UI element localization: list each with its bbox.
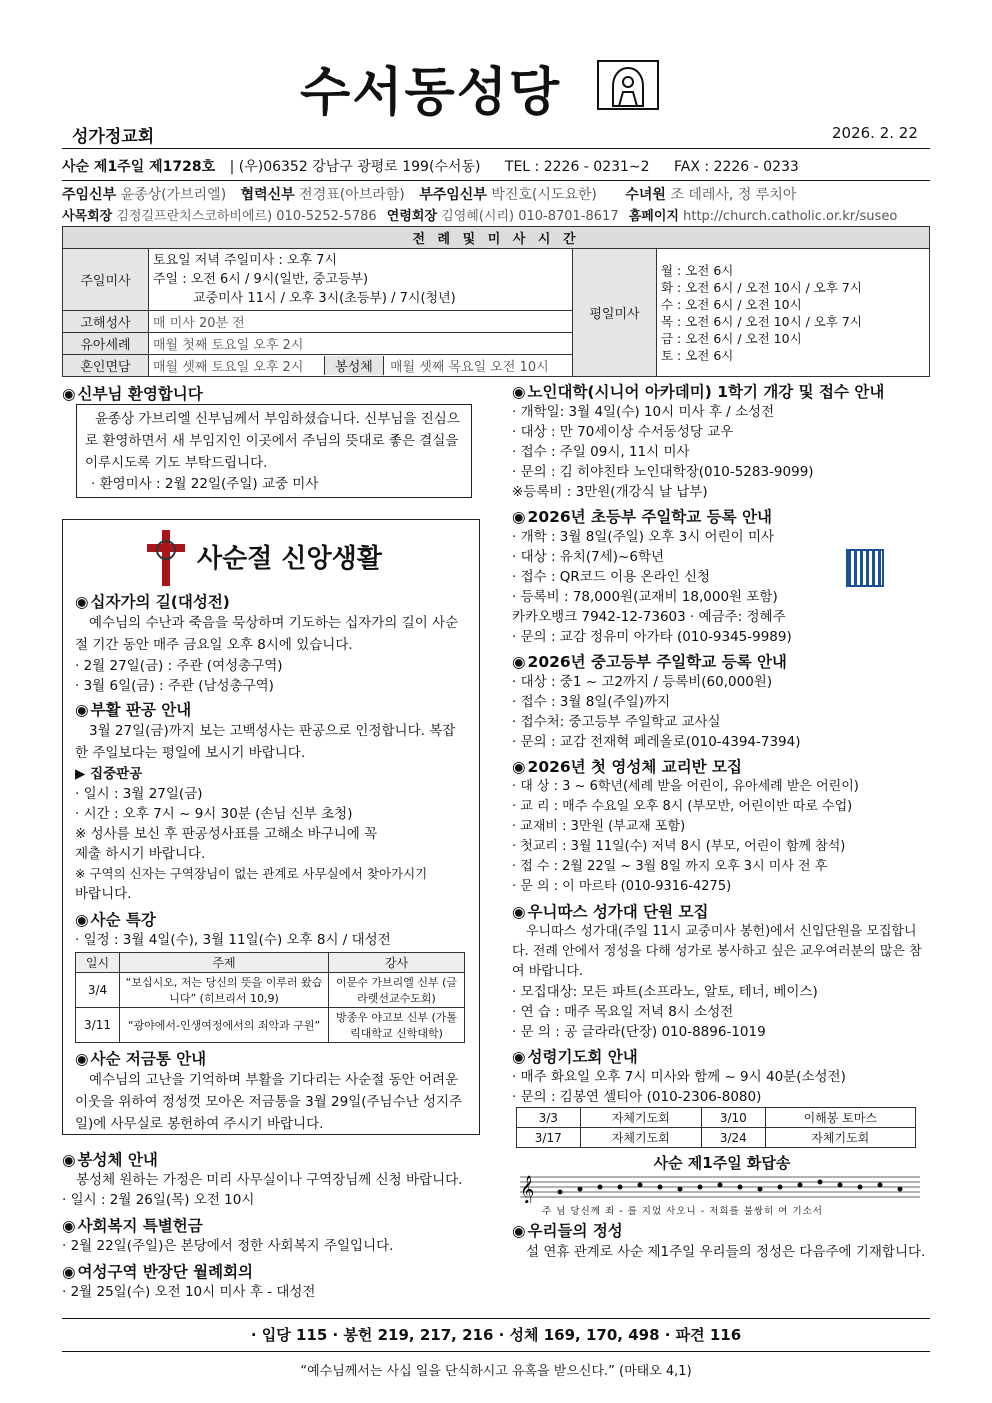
way-title: ◉ 십자가의 길(대성전) [75,590,467,612]
assistant-priest: 박진호(시도요한) [491,187,597,203]
welcome-box [76,404,472,498]
lecture-table [75,952,465,1043]
marriage-time: 매월 셋째 토요일 오후 2시 [153,360,304,375]
middle-item: · 접수처: 중고등부 주일학교 교사실 [512,714,721,730]
lecture-title: ◉ 사순 특강 [75,908,467,930]
psalm-lyrics: 주 님 당신께 죄 - 를 지었 사오니 - 저희를 불쌍히 여 기소서 [542,1206,823,1217]
welcome-body: 윤종상 가브리엘 신부님께서 부임하셨습니다. 신부님을 진심으로 환영하면서 새 부임지인 이곳에서 주님의 뜻대로 좋은 결실을 이루시도록 기도 부탁드립니다. [85,411,460,471]
adoration-time: 매월 셋째 목요일 오전 10시 [390,360,549,375]
intensive-item: · 일시 : 3월 27일(금) [75,786,203,802]
info-line-staff [62,184,796,204]
issue-number: 사순 제1주일 제1728호 [62,159,216,175]
lecture-cell: 이문수 가브리엘 신부 (글라렛선교수도회) [329,973,465,1008]
federation: 김영혜(시리) 010-8701-8617 [441,209,619,224]
mass-schedule-table [62,226,930,377]
confession-title: ◉ 부활 판공 안내 [75,698,467,720]
lecture-head: 일시 [76,953,120,973]
spirit-cell: 3/17 [517,1128,581,1148]
weekday-tue: 화 : 오전 6시 / 오전 10시 / 오후 7시 [661,279,862,295]
tel: TEL : 2226 - 0231∼2 [504,159,650,175]
confession-body: 3월 27일(금)까지 보는 고백성사는 판공으로 인정합니다. 복잡한 주일보다는 평일에 보시기 바랍니다. [75,723,456,761]
adoration-label: 봉성체 [324,356,384,375]
sunday-mass-label: 주일미사 [63,249,149,311]
spirit-cell: 자체기도회 [765,1128,915,1148]
weekday-mon: 월 : 오전 6시 [661,262,734,278]
women-title: ◉ 여성구역 반장단 월례회의 [62,1260,482,1282]
way-item: · 2월 27일(금) : 주관 (여성총구역) [75,658,283,674]
marriage-row [149,355,573,377]
intensive-item: 바랍니다. [75,886,132,902]
pastor: 윤종상(가브리엘) [120,187,227,203]
spirit-cell: 3/24 [702,1128,766,1148]
lecture-info: · 일정 : 3월 4일(수), 3월 11일(수) 오후 8시 / 대성전 [75,932,391,948]
intensive-item: ※ 성사를 보신 후 판공성사표를 고해소 바구니에 꼭 [75,826,378,842]
welcome-title: ◉ 신부님 환영합니다 [62,382,482,404]
welfare-body: · 2월 22일(주일)은 본당에서 정한 사회복지 주일입니다. [62,1238,394,1254]
lecture-cell: “보십시오, 저는 당신의 뜻을 이루러 왔습니다” (히브리서 10,9) [120,973,329,1008]
confession-time: 매 미사 20분 전 [149,311,573,333]
music-staff-icon [520,1173,920,1203]
lent-header [75,528,467,590]
firstcomm-item: · 교 리 : 매주 수요일 오후 8시 (부모반, 어린이반 따로 수업) [512,799,853,814]
firstcomm-item: · 접 수 : 2월 22일 ~ 3월 8일 까지 오후 3시 미사 전 후 [512,859,828,874]
elder-item: · 문의 : 김 히야친타 노인대학장(010-5283-9099) [512,464,814,480]
elem-item: · 등록비 : 78,000원(교재비 18,000원 포함) [512,589,778,605]
sunday-line-1: 토요일 저녁 주일미사 : 오후 7시 [153,253,338,268]
elem-item: · 대상 : 유치(7세)~6학년 [512,549,665,565]
sunday-line-3: 교중미사 11시 / 오후 3시(초등부) / 7시(청년) [193,291,456,306]
bible-quote: “예수님께서는 사십 일을 단식하시고 유혹을 받으신다.” (마태오 4,1) [300,1364,692,1379]
spirit-table [516,1107,916,1148]
mass-table-heading: 전 례 및 미 사 시 간 [63,227,930,249]
welfare-title: ◉ 사회복지 특별헌금 [62,1214,482,1236]
lent-box [62,519,480,1135]
lecture-head: 주제 [120,953,329,973]
council: 김정길프란치스코하비에르) 010-5252-5786 [116,209,377,224]
communion-body: 봉성체 원하는 가정은 미리 사무실이나 구역장님께 신청 바랍니다. [76,1172,463,1188]
sunday-line-2: 주일 : 오전 6시 / 9시(일반, 중고등부) [153,272,369,287]
elem-item: 카카오뱅크 7942-12-73603 · 예금주: 정혜주 [512,609,786,625]
firstcomm-item: · 교재비 : 3만원 (부교재 포함) [512,819,686,834]
intensive-item: ※ 구역의 신자는 구역장님이 없는 관계로 사무실에서 찾아가시기 [75,866,428,881]
address: | (우)06352 강남구 광평로 199(수서동) [229,159,481,175]
intensive-item: 제출 하시기 바랍니다. [75,846,206,862]
info-line-issue [62,156,799,176]
middle-item: · 문의 : 교감 전재혁 페레올로(010-4394-7394) [512,734,801,750]
welcome-mass: · 환영미사 : 2월 22일(주일) 교중 미사 [91,476,319,492]
intensive-title: ▶ 집중판공 [75,766,143,782]
choir-body: 우니따스 성가대(주일 11시 교중미사 봉헌)에서 신입단원을 모집합니다. 전례 안에서 정성을 다해 성가로 봉사하고 싶은 교우여러분의 많은 참여 바랍니다. [512,924,922,979]
spirit-cell: 자체기도회 [580,1108,702,1128]
homepage-link[interactable]: http://church.catholic.or.kr/suseo [683,209,898,224]
statistics: · 입당 115 · 봉헌 219, 217, 216 · 성체 169, 170, 498 · 파견 116 [250,1326,742,1344]
lecture-cell: 방종우 야고보 신부 (가톨릭대학교 신학대학) [329,1008,465,1043]
firstcomm-item: · 첫교리 : 3월 11일(수) 저녁 8시 (부모, 어린이 함께 참석) [512,839,846,854]
baptism-time: 매월 첫째 토요일 오후 2시 [149,333,573,355]
weekday-thu: 목 : 오전 6시 / 오전 10시 / 오후 7시 [661,313,862,329]
pastor-label: 주임신부 [62,187,117,203]
weekday-sat: 토 : 오전 6시 [661,347,734,363]
choir-title: ◉ 우니따스 성가대 단원 모집 [512,900,932,922]
savings-title: ◉ 사순 저금통 안내 [75,1047,467,1069]
lecture-cell: “광야에서-인생여정에서의 죄악과 구원” [120,1008,329,1043]
svg-text:𝄞: 𝄞 [520,1175,535,1203]
elem-list [512,527,932,647]
intensive-item: · 시간 : 오후 7시 ~ 9시 30분 (손님 신부 초청) [75,806,353,822]
cross-icon [145,528,187,588]
elder-title: ◉ 노인대학(시니어 아카데미) 1학기 개강 및 접수 안내 [512,380,932,402]
offering-body: 설 연휴 관계로 사순 제1주일 우리들의 정성은 다음주에 기재합니다. [526,1244,926,1260]
choir-item: · 연 습 : 매주 목요일 저녁 8시 소성전 [512,1004,734,1020]
nun-label: 수녀원 [625,187,666,203]
info-line-council [62,205,897,224]
statistics-bar [62,1318,930,1352]
assistant-label: 부주임신부 [419,187,487,203]
firstcomm-item: · 대 상 : 3 ~ 6학년(세례 받을 어린이, 유아세례 받은 어린이) [512,779,859,794]
qr-code-icon[interactable] [846,549,884,587]
weekday-mass-label: 평일미사 [573,249,657,377]
choir-item: · 모집대상: 모든 파트(소프라노, 알토, 테너, 베이스) [512,984,818,1000]
spirit-cell: 3/3 [517,1108,581,1128]
elem-item: · 문의 : 교감 정유미 아가타 (010-9345-9989) [512,629,792,645]
elder-item: ※등록비 : 3만원(개강식 날 납부) [512,484,708,500]
communion-title: ◉ 봉성체 안내 [62,1148,482,1170]
marriage-label: 혼인면담 [63,355,149,377]
elem-item: · 접수 : QR코드 이용 온라인 신청 [512,569,711,585]
spirit-item: · 매주 화요일 오후 7시 미사와 함께 ~ 9시 40분(소성전) [512,1069,846,1085]
middle-item: · 접수 : 3월 8일(주일)까지 [512,694,671,710]
baptism-label: 유아세례 [63,333,149,355]
elder-item: · 대상 : 만 70세이상 수서동성당 교우 [512,424,734,440]
confession-label: 고해성사 [63,311,149,333]
weekday-wed: 수 : 오전 6시 / 오전 10시 [661,296,802,312]
psalm-score [512,1173,932,1217]
coop-label: 협력신부 [240,187,295,203]
lecture-cell: 3/11 [76,1008,120,1043]
church-type: 성가정교회 [72,127,155,147]
issue-date: 2026. 2. 22 [832,124,918,142]
elem-title: ◉ 2026년 초등부 주일학교 등록 안내 [512,505,932,527]
savings-body: 예수님의 고난을 기억하며 부활을 기다리는 사순절 동안 어려운 이웃을 위하여 정성껏 모아온 저금통을 3월 29일(주님수난 성지주일)에 사무실로 봉헌하여 주시기 바랍니다. [75,1072,463,1132]
council-label: 사목회장 [62,209,113,224]
right-column [512,380,932,1263]
elder-item: · 접수 : 주일 09시, 11시 미사 [512,444,690,460]
spirit-cell: 3/10 [702,1108,766,1128]
elder-item: · 개학일: 3월 4일(수) 10시 미사 후 / 소성전 [512,404,775,420]
psalm-title: 사순 제1주일 화답송 [653,1154,791,1172]
fax: FAX : 2226 - 0233 [674,159,799,175]
lecture-head: 강사 [329,953,465,973]
lent-title: 사순절 신앙생활 [197,544,382,574]
weekday-fri: 금 : 오전 6시 / 오전 10시 [661,330,802,346]
communion-date: · 일시 : 2월 26일(목) 오전 10시 [62,1192,255,1208]
coop-priest: 전경표(아브라함) [299,187,405,203]
homepage-label: 홈페이지 [628,209,679,224]
lecture-cell: 3/4 [76,973,120,1008]
weekday-mass-times [657,249,930,377]
choir-item: · 문 의 : 공 글라라(단장) 010-8896-1019 [512,1024,766,1040]
firstcomm-item: · 문 의 : 이 마르타 (010-9316-4275) [512,879,732,894]
way-body: 예수님의 수난과 죽음을 묵상하며 기도하는 십자가의 길이 사순절 기간 동안 매주 금요일 오후 8시에 있습니다. [75,615,459,653]
firstcomm-title: ◉ 2026년 첫 영성체 교리반 모집 [512,755,932,777]
spirit-cell: 이해봉 토마스 [765,1108,915,1128]
way-item: · 3월 6일(금) : 주관 (남성총구역) [75,678,274,694]
left-notices [62,1148,482,1302]
middle-item: · 대상 : 중1 ~ 고2까지 / 등록비(60,000원) [512,674,773,690]
spirit-item: · 문의 : 김봉연 셀티아 (010-2306-8080) [512,1089,762,1105]
offering-title: ◉ 우리들의 정성 [512,1219,932,1241]
welcome-section [62,382,482,404]
bulletin-title: 수서동성당 [300,63,562,123]
federation-label: 연령회장 [386,209,438,224]
spirit-cell: 자체기도회 [580,1128,702,1148]
women-body: · 2월 25일(수) 오전 10시 미사 후 - 대성전 [62,1284,316,1300]
middle-title: ◉ 2026년 중고등부 주일학교 등록 안내 [512,650,932,672]
elem-item: · 개학 : 3월 8일(주일) 오후 3시 어린이 미사 [512,529,775,545]
spirit-title: ◉ 성령기도회 안내 [512,1045,932,1067]
sunday-mass-times [149,249,573,311]
nuns: 조 데레사, 정 루치아 [670,187,797,203]
church-logo-icon [597,60,659,110]
